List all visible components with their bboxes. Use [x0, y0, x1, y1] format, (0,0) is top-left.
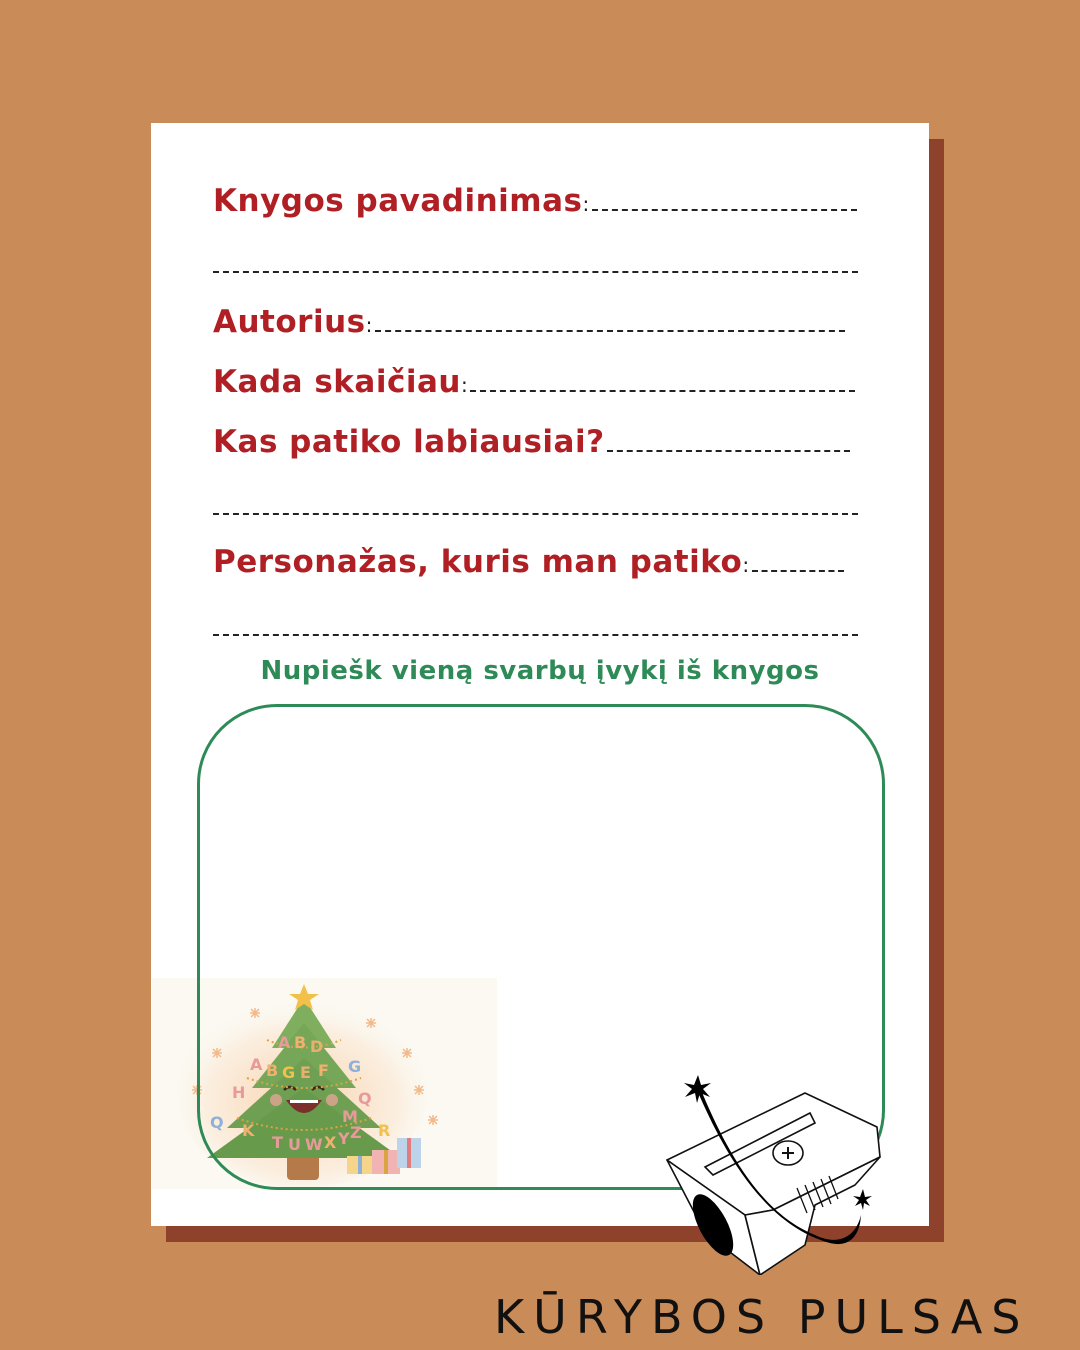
svg-text:K: K: [242, 1121, 255, 1140]
field-book-title: [213, 183, 857, 219]
svg-text:H: H: [232, 1083, 246, 1102]
author-blank[interactable]: [375, 330, 845, 332]
svg-text:E: E: [300, 1063, 311, 1082]
book-title-blank[interactable]: [592, 209, 857, 211]
field-colon: :: [365, 313, 373, 337]
favorite-character-continuation-line[interactable]: [213, 634, 858, 636]
field-liked-most: [213, 424, 850, 460]
svg-text:W: W: [305, 1135, 323, 1154]
field-label: Autorius: [213, 304, 366, 340]
svg-text:T: T: [272, 1133, 283, 1152]
svg-text:Z: Z: [350, 1123, 362, 1142]
field-colon: :: [460, 373, 469, 397]
svg-text:A: A: [250, 1055, 263, 1074]
pencil-sharpener-logo-icon: [655, 1065, 890, 1275]
svg-text:G: G: [282, 1063, 296, 1082]
field-when-read: [213, 364, 855, 400]
drawing-prompt: Nupiešk vieną svarbų įvykį iš knygos: [260, 656, 820, 686]
liked-most-blank[interactable]: [607, 450, 850, 452]
field-label: Kada skaičiau: [213, 364, 461, 400]
favorite-character-blank[interactable]: [752, 570, 844, 572]
svg-text:F: F: [318, 1061, 329, 1080]
when-read-blank[interactable]: [470, 390, 855, 392]
svg-text:A: A: [278, 1033, 291, 1052]
svg-text:Q: Q: [210, 1113, 224, 1132]
book-title-continuation-line[interactable]: [213, 271, 858, 273]
svg-text:X: X: [324, 1133, 337, 1152]
svg-text:B: B: [266, 1061, 279, 1080]
svg-text:G: G: [348, 1057, 362, 1076]
svg-text:M: M: [342, 1107, 358, 1126]
svg-text:U: U: [288, 1135, 301, 1154]
field-label: Personažas, kuris man patiko: [213, 544, 743, 580]
field-colon: :: [582, 192, 590, 216]
field-label: Knygos pavadinimas: [213, 183, 583, 219]
field-label: Kas patiko labiausiai?: [213, 424, 605, 460]
liked-most-continuation-line[interactable]: [213, 513, 858, 515]
svg-text:Q: Q: [358, 1089, 372, 1108]
svg-text:Y: Y: [338, 1129, 350, 1148]
worksheet-page: [151, 123, 929, 1226]
field-author: [213, 304, 845, 340]
field-favorite-character: [213, 544, 844, 580]
svg-text:B: B: [294, 1033, 307, 1052]
brand-name: KŪRYBOS PULSAS: [494, 1290, 1030, 1344]
svg-text:R: R: [378, 1121, 391, 1140]
field-colon: :: [742, 553, 750, 577]
svg-text:D: D: [310, 1037, 324, 1056]
